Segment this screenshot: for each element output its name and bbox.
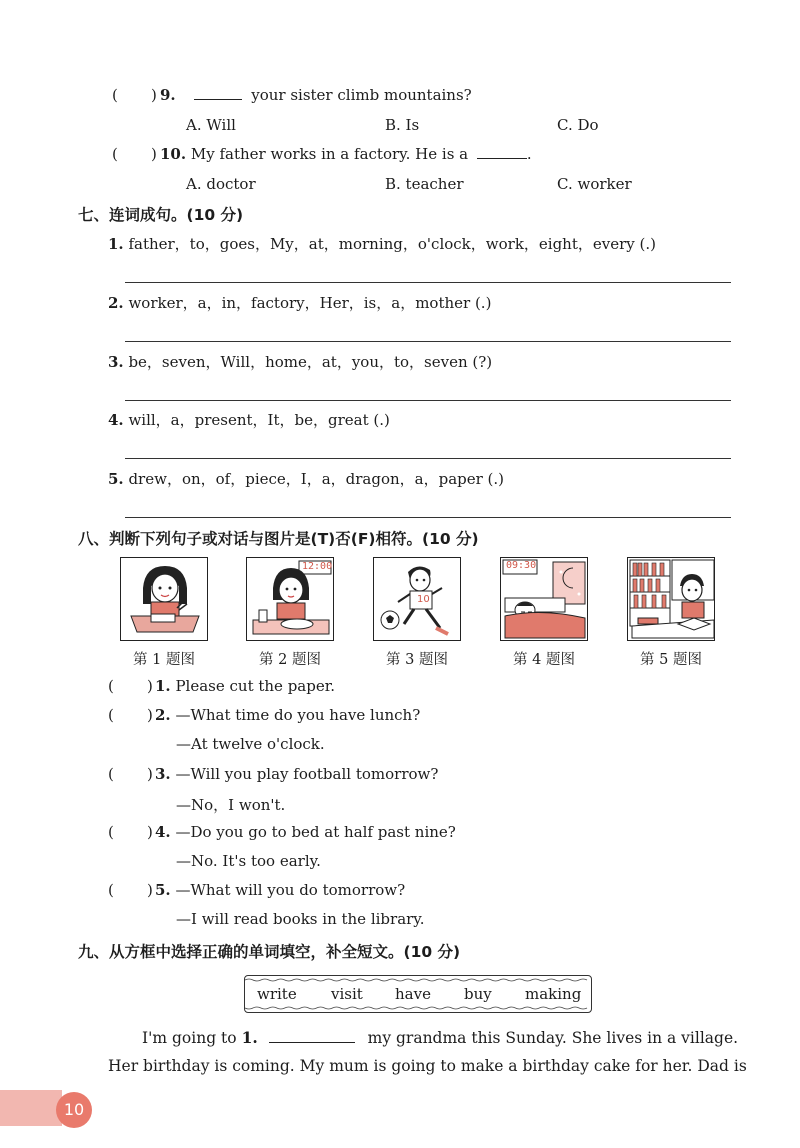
- answer-paren-open: (: [112, 145, 118, 163]
- answer-line[interactable]: [125, 458, 731, 459]
- answer-paren-open: (: [108, 677, 114, 695]
- picture-5: [627, 557, 715, 641]
- item-number: 3.: [155, 765, 171, 783]
- question-stem: your sister climb mountains?: [251, 86, 472, 104]
- reorder-item-5: [108, 468, 504, 489]
- item-words: drew，on，of，piece，I，a，dragon，a，paper (.): [128, 470, 505, 488]
- answer-paren-close: ): [151, 145, 157, 163]
- picture-2: [246, 557, 334, 641]
- answer-paren-open: (: [108, 823, 114, 841]
- item-number: 4.: [155, 823, 171, 841]
- picture-1: [120, 557, 208, 641]
- page-number: 10: [56, 1092, 92, 1128]
- jersey-number: 10: [417, 594, 430, 605]
- passage-text: my grandma this Sunday. She lives in a village.: [367, 1029, 739, 1047]
- item-number: 1.: [155, 677, 171, 695]
- word-option: buy: [464, 985, 492, 1003]
- item-number: 2.: [155, 706, 171, 724]
- question-stem-end: .: [526, 145, 532, 163]
- section-7-title: 七、连词成句。(10 分): [78, 206, 244, 224]
- option-b: B. teacher: [385, 175, 464, 193]
- answer-paren-close: ): [147, 765, 153, 783]
- passage-line-1: [142, 1028, 738, 1047]
- item-number: 5.: [155, 881, 171, 899]
- reorder-item-2: [108, 292, 491, 313]
- answer-paren-close: ): [147, 823, 153, 841]
- page-number-strip: [0, 1090, 62, 1126]
- passage-line-2: Her birthday is coming. My mum is going to make a birthday cake for her. Dad is: [108, 1057, 747, 1075]
- passage-blank-1[interactable]: [269, 1041, 355, 1043]
- item-words: father，to，goes，My，at，morning，o'clock，work，eight，every (.): [128, 235, 656, 253]
- word-option: write: [257, 985, 297, 1003]
- item-words: be，seven，Will，home，at，you，to，seven (?): [128, 353, 493, 371]
- question-9: [160, 86, 472, 104]
- picture-caption-5: 第 5 题图: [640, 652, 702, 668]
- answer-paren-close: ): [147, 881, 153, 899]
- answer-paren-close: ): [147, 706, 153, 724]
- fill-blank[interactable]: [194, 98, 242, 100]
- passage-text: I'm going to: [142, 1029, 237, 1047]
- item-reply: —No，I won't.: [176, 796, 286, 814]
- option-c: C. worker: [557, 175, 632, 193]
- word-option: making: [525, 985, 582, 1003]
- clock-display: 12:00: [302, 561, 333, 572]
- picture-4: [500, 557, 588, 641]
- item-reply: —No. It's too early.: [176, 852, 321, 870]
- answer-paren-close: ): [151, 86, 157, 104]
- item-question: —Will you play football tomorrow?: [175, 765, 439, 783]
- item-number: 4.: [108, 411, 124, 429]
- picture-3: [373, 557, 461, 641]
- answer-line[interactable]: [125, 517, 731, 518]
- picture-caption-3: 第 3 题图: [386, 652, 448, 668]
- item-number: 2.: [108, 294, 124, 312]
- answer-paren-open: (: [108, 706, 114, 724]
- blank-number: 1.: [241, 1028, 258, 1047]
- judge-item-5: [155, 881, 405, 899]
- girl-cutting-paper-illustration: [121, 558, 208, 641]
- item-reply: —I will read books in the library.: [176, 910, 425, 928]
- item-number: 1.: [108, 235, 124, 253]
- reorder-item-3: [108, 351, 492, 372]
- answer-paren-open: (: [112, 86, 118, 104]
- judge-item-4: [155, 823, 456, 841]
- item-words: will，a，present，It，be，great (.): [128, 411, 390, 429]
- question-10: [160, 145, 532, 163]
- section-8-title: 八、判断下列句子或对话与图片是(T)否(F)相符。(10 分): [78, 530, 479, 548]
- reorder-item-4: [108, 409, 390, 430]
- answer-paren-close: ): [147, 677, 153, 695]
- item-question: —Do you go to bed at half past nine?: [175, 823, 456, 841]
- question-number: 10.: [160, 145, 187, 163]
- section-9-title: 九、从方框中选择正确的单词填空，补全短文。(10 分): [78, 943, 461, 961]
- answer-paren-open: (: [108, 881, 114, 899]
- picture-caption-1: 第 1 题图: [133, 652, 195, 668]
- fill-blank[interactable]: [477, 157, 527, 159]
- border-ornament: [245, 1006, 591, 1010]
- question-number: 9.: [160, 86, 176, 104]
- item-sentence: Please cut the paper.: [175, 677, 336, 695]
- question-stem: My father works in a factory. He is a: [190, 145, 469, 163]
- answer-paren-open: (: [108, 765, 114, 783]
- word-bank: [244, 975, 592, 1013]
- option-a: A. Will: [186, 116, 236, 134]
- boy-reading-library-illustration: [628, 558, 715, 641]
- judge-item-2: [155, 706, 420, 724]
- word-option: visit: [331, 985, 363, 1003]
- item-reply: —At twelve o'clock.: [176, 735, 325, 753]
- picture-caption-4: 第 4 题图: [513, 652, 575, 668]
- option-a: A. doctor: [186, 175, 256, 193]
- answer-line[interactable]: [125, 341, 731, 342]
- item-number: 3.: [108, 353, 124, 371]
- reorder-item-1: [108, 233, 656, 254]
- option-c: C. Do: [557, 116, 599, 134]
- answer-line[interactable]: [125, 282, 731, 283]
- item-question: —What time do you have lunch?: [175, 706, 421, 724]
- item-words: worker，a，in，factory，Her，is，a，mother (.): [128, 294, 492, 312]
- word-option: have: [395, 985, 431, 1003]
- judge-item-3: [155, 765, 438, 783]
- item-number: 5.: [108, 470, 124, 488]
- item-question: —What will you do tomorrow?: [175, 881, 406, 899]
- clock-display: 09:30: [506, 560, 537, 571]
- answer-line[interactable]: [125, 400, 731, 401]
- picture-caption-2: 第 2 题图: [259, 652, 321, 668]
- option-b: B. Is: [385, 116, 420, 134]
- border-ornament: [245, 978, 591, 982]
- judge-item-1: [155, 677, 335, 695]
